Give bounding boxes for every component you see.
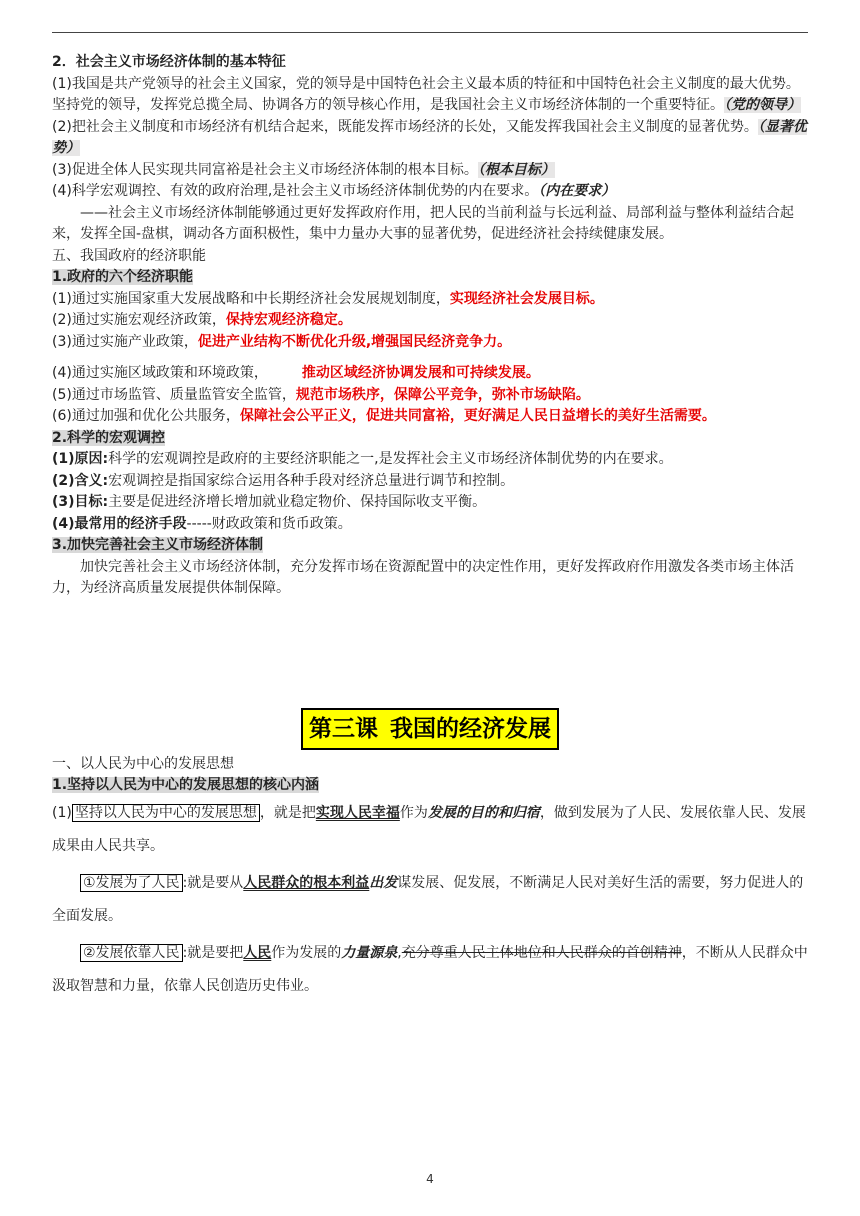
highlight-tag: （内在要求）	[538, 183, 616, 199]
note-paragraph: ——社会主义市场经济体制能够通过更好发挥政府作用，把人民的当前利益与长远利益、局部利益与整体利益结合起来，发挥全国-盘棋，调动各方面积极性，集中力量办大事的显著优势，促进经济社会持续健康发展。	[52, 204, 794, 242]
paragraph: (1)原因:科学的宏观调控是政府的主要经济职能之一,是发挥社会主义市场经济体制优势的内在要求。	[52, 451, 673, 467]
list-item: (5)通过市场监管、质量监管安全监管，规范市场秩序，保障公平竞争，弥补市场缺陷。	[52, 386, 590, 403]
header-rule	[52, 32, 808, 33]
lesson-title: 第三课 我国的经济发展	[301, 708, 559, 750]
paragraph: ②发展依靠人民 :就是要把人民作为发展的力量源泉,充分尊重人民主体地位和人民群众的首创精神，不断从人民群众中汲取智慧和力量，依靠人民创造历史伟业。	[52, 944, 808, 994]
paragraph: ①发展为了人民 :就是要从人民群众的根本利益出发谋发展、促发展，不断满足人民对美好生活的需要，努力促进人的全面发展。	[52, 874, 804, 924]
list-item: (2)通过实施宏观经济政策，保持宏观经济稳定。	[52, 312, 352, 328]
list-item: (6)通过加强和优化公共服务，保障社会公平正义，促进共同富裕，更好满足人民日益增长的美好生活需要。	[52, 408, 716, 424]
boxed-term: ②发展依靠人民	[80, 944, 183, 962]
paragraph: (1) 坚持以人民为中心的发展思想 ，就是把实现人民幸福作为发展的目的和归宿，做到发展为了人民、发展依靠人民、发展成果由人民共享。	[52, 804, 806, 854]
paragraph: (2)把社会主义制度和市场经济有机结合起来，既能发挥市场经济的长处，又能发挥我国社会主义制度的显著优势。（显著优势）	[52, 118, 807, 156]
list-item: (4)通过实施区域政策和环境政策， 推动区域经济协调发展和可持续发展。	[52, 365, 540, 381]
paragraph: (3)促进全体人民实现共同富裕是社会主义市场经济体制的根本目标。（根本目标）	[52, 161, 555, 178]
paragraph: (4)科学宏观调控、有效的政府治理,是社会主义市场经济体制优势的内在要求。（内在要求）	[52, 183, 616, 199]
subheading: 1.政府的六个经济职能	[52, 269, 194, 285]
highlight-tag: （根本目标）	[477, 161, 555, 178]
highlight-tag: （党的领导）	[724, 97, 801, 113]
paragraph: (2)含义:宏观调控是指国家综合运用各种手段对经济总量进行调节和控制。	[52, 472, 515, 489]
struck-text: 充分尊重人民主体地位和人民群众的首创精神	[401, 944, 682, 961]
boxed-term: ①发展为了人民	[80, 874, 183, 892]
paragraph: (4)最常用的经济手段-----财政政策和货币政策。	[52, 515, 352, 532]
boxed-term: 坚持以人民为中心的发展思想	[72, 804, 260, 822]
page-number: 4	[426, 1172, 434, 1186]
list-item: (3)通过实施产业政策，促进产业结构不断优化升级,增强国民经济竞争力。	[52, 333, 512, 350]
subheading: 2.科学的宏观调控	[52, 429, 166, 446]
list-item: (1)通过实施国家重大发展战略和中长期经济社会发展规划制度，实现经济社会发展目标。	[52, 290, 604, 307]
paragraph: 加快完善社会主义市场经济体制，充分发挥市场在资源配置中的决定性作用，更好发挥政府作用激发各类市场主体活力，为经济高质量发展提供体制保障。	[52, 558, 794, 596]
paragraph: (1)我国是共产党领导的社会主义国家，党的领导是中国特色社会主义最本质的特征和中国特色社会主义制度的最大优势。坚持党的领导，发挥党总揽全局、协调各方的领导核心作用，是我国社会主义市场经济体制的一个重要特征。（党的领导）	[52, 75, 801, 113]
highlight-tag: （显著优势）	[52, 118, 807, 156]
subheading: 3.加快完善社会主义市场经济体制	[52, 537, 264, 553]
paragraph: (3)目标:主要是促进经济增长增加就业稳定物价、保持国际收支平衡。	[52, 494, 487, 510]
section-title: 五、我国政府的经济职能	[52, 247, 206, 264]
page-content	[52, 52, 808, 1003]
section-title: 一、以人民为中心的发展思想	[52, 755, 234, 772]
section-heading: 2．社会主义市场经济体制的基本特征	[52, 54, 286, 70]
subheading: 1.坚持以人民为中心的发展思想的核心内涵	[52, 777, 320, 793]
